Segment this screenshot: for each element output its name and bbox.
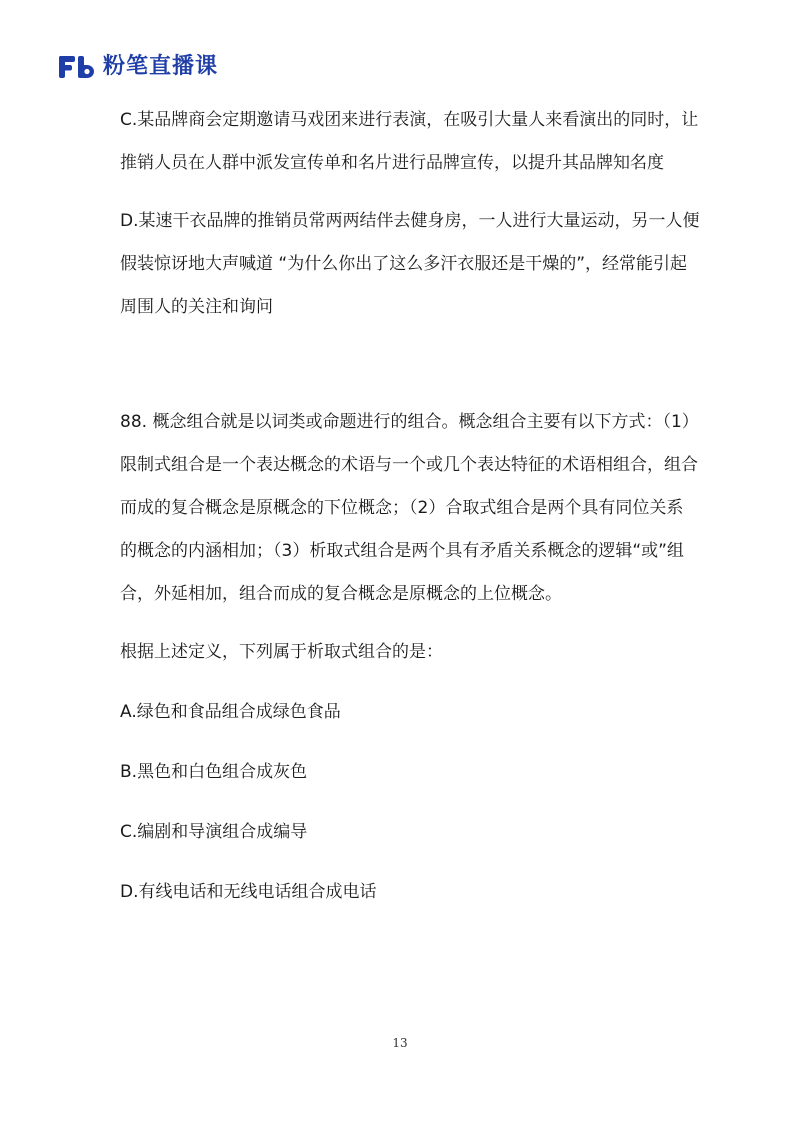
prev-option-c: C.某品牌商会定期邀请马戏团来进行表演，在吸引大量人来看演出的同时，让推销人员在人群中派发宣传单和名片进行品牌宣传，以提升其品牌知名度 <box>120 110 699 173</box>
option-a: A.绿色和食品组合成绿色食品 <box>120 702 341 722</box>
option-c: C.编剧和导演组合成编导 <box>120 822 308 842</box>
option-d: D.有线电话和无线电话组合成电话 <box>120 882 377 902</box>
question-stem: 88. 概念组合就是以词类或命题进行的组合。概念组合主要有以下方式：（1）限制式组合是一个表达概念的术语与一个或几个表达特征的术语相组合，组合而成的复合概念是原概念的下位概念；（2）合取式组合是两个具有同位关系的概念的内涵相加；（3）析取式组合是两个具有矛盾关系概念的逻辑“或”组合，外延相加，组合而成的复合概念是原概念的上位概念。 <box>120 412 699 604</box>
question-prompt: 根据上述定义，下列属于析取式组合的是： <box>120 642 443 662</box>
page-header <box>57 52 218 82</box>
fb-logo-icon <box>57 53 97 81</box>
page-number: 13 <box>392 1036 408 1050</box>
brand-name: 粉笔直播课 <box>103 54 219 79</box>
page-content <box>120 99 700 914</box>
prev-option-d: D.某速干衣品牌的推销员常两两结伴去健身房，一人进行大量运动，另一人便假装惊讶地大声喊道 “为什么你出了这么多汗衣服还是干燥的”，经常能引起周围人的关注和询问 <box>120 211 700 317</box>
option-b: B.黑色和白色组合成灰色 <box>120 762 308 782</box>
